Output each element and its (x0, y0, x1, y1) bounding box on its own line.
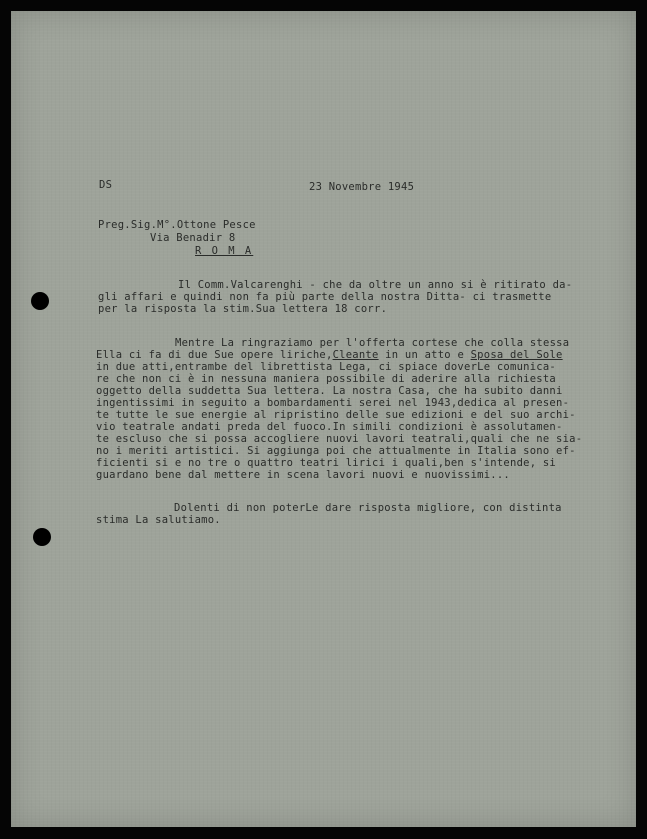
line-text: in un atto e (378, 349, 471, 361)
address-line-2: Via Benadir 8 (150, 232, 236, 244)
opera-title-cleante: Cleante (332, 349, 379, 361)
paragraph-2-line-9: te escluso che si possa accogliere nuovi lavori teatrali,quali che ne sia- (96, 433, 583, 445)
header-initials: DS (99, 179, 113, 191)
paragraph-2-line-7: te tutte le sue energie al ripristino delle sue edizioni e del suo archi- (96, 409, 576, 421)
paragraph-2-line-11: ficienti si e no tre o quattro teatri lirici i quali,ben s'intende, si (96, 457, 557, 469)
paragraph-1-line-3: per la risposta la stim.Sua lettera 18 corr. (98, 303, 388, 315)
closing-line-2: stima La salutiamo. (96, 514, 221, 526)
punch-hole-top (31, 292, 49, 310)
paragraph-2-line-10: no i meriti artistici. Si aggiunga poi che attualmente in Italia sono ef- (96, 445, 576, 457)
closing-line-1: Dolenti di non poterLe dare risposta migliore, con distinta (174, 502, 562, 514)
paragraph-2-line-3: in due atti,entrambe del librettista Lega, ci spiace doverLe comunica- (96, 361, 557, 373)
paragraph-2-line-5: oggetto della suddetta Sua lettera. La nostra Casa, che ha subito danni (96, 385, 563, 397)
paragraph-2-line-6: ingentissimi in seguito a bombardamenti serei nel 1943,dedica al presen- (96, 397, 570, 409)
paragraph-2-line-8: vio teatrale andati preda del fuoco.In simili condizioni è assolutamen- (96, 421, 563, 433)
address-line-1: Preg.Sig.M°.Ottone Pesce (98, 219, 256, 231)
paragraph-1-line-1: Il Comm.Valcarenghi - che da oltre un anno si è ritirato da- (178, 279, 573, 291)
opera-title-sposa-del-sole: Sposa del Sole (470, 349, 563, 361)
header-date: 23 Novembre 1945 (309, 181, 415, 193)
address-line-3: R O M A (195, 245, 254, 257)
line-text: Ella ci fa di due Sue opere liriche, (96, 349, 333, 361)
punch-hole-bottom (33, 528, 51, 546)
paragraph-2-line-2 (96, 349, 563, 361)
paragraph-2-line-4: re che non ci è in nessuna maniera possibile di aderire alla richiesta (96, 373, 557, 385)
paragraph-2-line-1: Mentre La ringraziamo per l'offerta cortese che colla stessa (175, 337, 570, 349)
paragraph-1-line-2: gli affari e quindi non fa più parte della nostra Ditta- ci trasmette (98, 291, 552, 303)
paragraph-2-line-12: guardano bene dal mettere in scena lavori nuovi e nuovissimi... (96, 469, 511, 481)
